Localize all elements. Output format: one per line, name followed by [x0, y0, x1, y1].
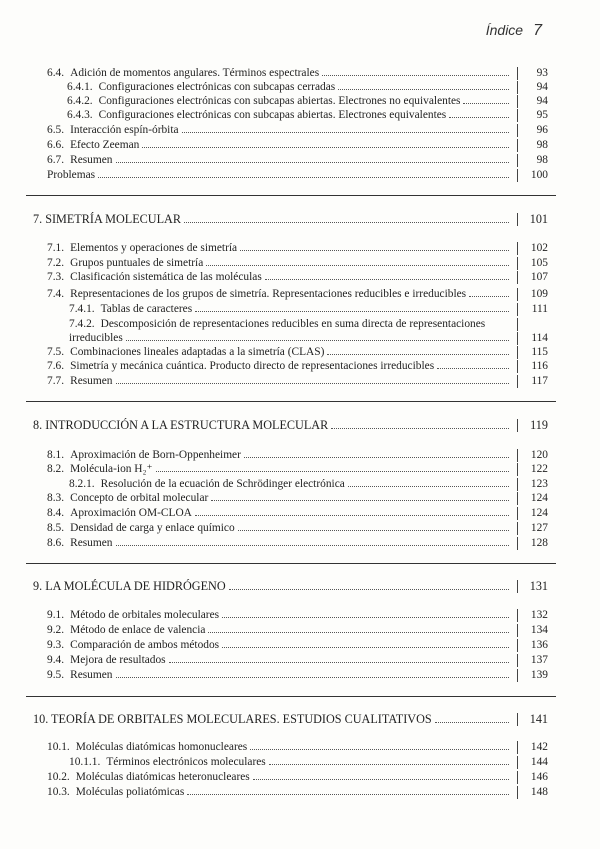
- section-number: 10.1.1.: [69, 756, 101, 768]
- toc-entry[interactable]: [47, 154, 548, 167]
- section-title: Efecto Zeeman: [70, 139, 140, 151]
- toc-entry[interactable]: [69, 756, 548, 769]
- section-number: 7.3.: [47, 271, 65, 283]
- page-number: 120: [517, 449, 548, 462]
- dot-leader: [229, 589, 509, 590]
- section-title: Problemas: [47, 169, 96, 181]
- section-number: 9.5.: [47, 669, 65, 681]
- page-number: 107: [517, 271, 548, 284]
- section-number: 7.5.: [47, 346, 65, 358]
- section-title: Comparación de ambos métodos: [70, 639, 220, 651]
- page-number: 131: [517, 580, 548, 593]
- section-title: Densidad de carga y enlace químico: [70, 522, 235, 534]
- dot-leader: [195, 311, 509, 312]
- toc-entry-body: [47, 463, 512, 476]
- chapter-heading[interactable]: [33, 419, 548, 432]
- dot-leader: [211, 500, 509, 501]
- section-title: Resumen: [70, 154, 113, 166]
- toc-entry[interactable]: [67, 81, 548, 94]
- page-number: 127: [517, 522, 548, 535]
- section-title: Resumen: [70, 537, 113, 549]
- section-title: Combinaciones lineales adaptadas a la simetría (CLAS): [70, 346, 325, 358]
- toc-entry[interactable]: [47, 507, 548, 520]
- toc-entry[interactable]: [47, 242, 548, 255]
- section-number: 8.3.: [47, 492, 65, 504]
- section-title: Moléculas diatómicas homonucleares: [75, 741, 248, 753]
- toc-entry-body: [47, 288, 512, 301]
- toc-entry[interactable]: [69, 318, 548, 331]
- toc-entry[interactable]: [47, 124, 548, 137]
- toc-entry[interactable]: [47, 67, 548, 80]
- dot-leader: [322, 75, 509, 76]
- page-number: 117: [517, 375, 548, 388]
- toc-entry-body: [47, 139, 512, 152]
- page-number: 116: [517, 360, 548, 373]
- toc-entry-body: [69, 478, 512, 491]
- toc-entry[interactable]: [47, 537, 548, 550]
- toc-entry-body: [47, 669, 512, 682]
- toc-entry[interactable]: [47, 271, 548, 284]
- toc-entry-body: [47, 375, 512, 388]
- toc-entry-body: [33, 213, 512, 226]
- section-title: Interacción espín-órbita: [70, 124, 179, 136]
- dot-leader: [449, 117, 509, 118]
- toc-entry[interactable]: [47, 169, 548, 182]
- page-number: 119: [517, 419, 548, 432]
- dot-leader: [195, 515, 509, 516]
- page-number: 102: [517, 242, 548, 255]
- toc-entry-body: [69, 318, 512, 331]
- toc-entry[interactable]: [47, 654, 548, 667]
- dot-leader: [238, 530, 509, 531]
- toc-entry-body: [47, 449, 512, 462]
- section-number: 6.6.: [47, 139, 65, 151]
- toc-entry-body: [33, 713, 512, 726]
- page-number: 98: [517, 154, 548, 167]
- dot-leader: [244, 457, 509, 458]
- section-number: 7.2.: [47, 257, 65, 269]
- page-number: 128: [517, 537, 548, 550]
- toc-entry-body: [47, 786, 512, 799]
- dot-leader: [253, 779, 509, 780]
- section-number: 9.1.: [47, 609, 65, 621]
- section-title: irreducibles: [69, 332, 123, 344]
- toc-entry[interactable]: [47, 257, 548, 270]
- toc-entry-body: [47, 257, 512, 270]
- dot-leader: [184, 222, 509, 223]
- chapter-heading[interactable]: [33, 580, 548, 593]
- section-title: Configuraciones electrónicas con subcapas abiertas. Electrones no equivalentes: [98, 95, 461, 107]
- dot-leader: [348, 486, 509, 487]
- section-number: 8.2.: [47, 463, 65, 475]
- page-number: 148: [517, 786, 548, 799]
- dot-leader: [116, 545, 510, 546]
- section-title: Aproximación OM-CLOA: [70, 507, 192, 519]
- dot-leader: [187, 794, 509, 795]
- section-title: Representaciones de los grupos de simetría. Representaciones reducibles e irreducibles: [70, 288, 467, 300]
- toc-entry[interactable]: [47, 669, 548, 682]
- page-number: 105: [517, 257, 548, 270]
- dot-leader: [265, 279, 509, 280]
- page-number: 96: [517, 124, 548, 137]
- toc-entry[interactable]: [47, 492, 548, 505]
- page-number: 124: [517, 507, 548, 520]
- section-title: Moléculas poliatómicas: [75, 786, 185, 798]
- toc-entry-body: [47, 609, 512, 622]
- section-divider: [26, 195, 556, 196]
- section-title: Resumen: [70, 375, 113, 387]
- section-title: Clasificación sistemática de las moléculas: [70, 271, 262, 283]
- dot-leader: [338, 89, 509, 90]
- chapter-title: 8. INTRODUCCIÓN A LA ESTRUCTURA MOLECULAR: [33, 418, 329, 432]
- toc-entry-body: [69, 303, 512, 316]
- page-number: 94: [517, 95, 548, 108]
- section-title: Elementos y operaciones de simetría: [70, 242, 238, 254]
- section-title: Resolución de la ecuación de Schrödinger electrónica: [100, 478, 345, 490]
- dot-leader: [169, 662, 509, 663]
- dot-leader: [435, 722, 509, 723]
- page-number: 146: [517, 771, 548, 784]
- section-number: 7.4.: [47, 288, 65, 300]
- toc-entry[interactable]: [47, 522, 548, 535]
- dot-leader: [331, 428, 509, 429]
- dot-leader: [98, 177, 509, 178]
- dot-leader: [156, 471, 509, 472]
- toc-entry[interactable]: [69, 332, 548, 345]
- toc-entry-body: [47, 242, 512, 255]
- chapter-heading[interactable]: [33, 213, 548, 226]
- section-divider: [26, 696, 556, 697]
- toc-entry-body: [69, 332, 512, 345]
- toc-entry-body: [47, 537, 512, 550]
- toc-entry-body: [67, 95, 512, 108]
- toc-entry-body: [47, 771, 512, 784]
- section-number: 7.7.: [47, 375, 65, 387]
- section-title: Método de orbitales moleculares: [70, 609, 220, 621]
- section-number: 9.3.: [47, 639, 65, 651]
- dot-leader: [116, 677, 510, 678]
- page-number: 124: [517, 492, 548, 505]
- section-title: Tablas de caracteres: [100, 303, 193, 315]
- section-title: Molécula-ion H₂⁺: [70, 463, 153, 475]
- dot-leader: [208, 632, 509, 633]
- section-number: 10.3.: [47, 786, 70, 798]
- dot-leader: [240, 250, 509, 251]
- section-title: Moléculas diatómicas heteronucleares: [75, 771, 250, 783]
- dot-leader: [250, 749, 509, 750]
- toc-entry[interactable]: [47, 139, 548, 152]
- toc-entry-body: [33, 580, 512, 593]
- section-title: Mejora de resultados: [70, 654, 166, 666]
- dot-leader: [142, 147, 509, 148]
- page-number: 144: [517, 756, 548, 769]
- page-number: 95: [517, 109, 548, 122]
- page-number: 98: [517, 139, 548, 152]
- toc-entry[interactable]: [67, 109, 548, 122]
- section-number: 8.6.: [47, 537, 65, 549]
- section-title: Descomposición de representaciones reducibles en suma directa de representaciones: [100, 318, 486, 330]
- dot-leader: [116, 162, 510, 163]
- toc-entry-body: [47, 124, 512, 137]
- toc-entry-body: [47, 507, 512, 520]
- section-title: Configuraciones electrónicas con subcapas cerradas: [98, 81, 336, 93]
- toc-entry-body: [47, 522, 512, 535]
- toc-entry[interactable]: [47, 375, 548, 388]
- section-number: 6.7.: [47, 154, 65, 166]
- header-page-number: 7: [533, 22, 542, 39]
- page-number: 100: [517, 169, 548, 182]
- section-number: 9.2.: [47, 624, 65, 636]
- page-number: [517, 318, 548, 331]
- section-title: Resumen: [70, 669, 113, 681]
- toc-entry-body: [47, 271, 512, 284]
- toc-entry[interactable]: [47, 449, 548, 462]
- section-number: 6.4.3.: [67, 109, 93, 121]
- chapter-heading[interactable]: [33, 713, 548, 726]
- page-number: 141: [517, 713, 548, 726]
- section-number: 7.1.: [47, 242, 65, 254]
- toc-entry[interactable]: [47, 463, 548, 476]
- toc-entry[interactable]: [47, 786, 548, 799]
- section-number: 6.4.: [47, 67, 65, 79]
- section-number: 6.4.1.: [67, 81, 93, 93]
- page-number: 136: [517, 639, 548, 652]
- section-title: Aproximación de Born-Oppenheimer: [70, 449, 241, 461]
- section-title: Simetría y mecánica cuántica. Producto directo de representaciones irreducibles: [70, 360, 435, 372]
- toc-entry[interactable]: [47, 741, 548, 754]
- toc-entry-body: [47, 346, 512, 359]
- toc-entry-body: [47, 624, 512, 637]
- section-number: 10.2.: [47, 771, 70, 783]
- toc-entry-body: [47, 169, 512, 182]
- toc-entry[interactable]: [47, 771, 548, 784]
- toc-entry[interactable]: [47, 609, 548, 622]
- dot-leader: [126, 340, 509, 341]
- dot-leader: [116, 383, 510, 384]
- section-number: 7.6.: [47, 360, 65, 372]
- toc-entry[interactable]: [47, 639, 548, 652]
- dot-leader: [222, 617, 509, 618]
- dot-leader: [222, 647, 509, 648]
- toc-entry[interactable]: [69, 478, 548, 491]
- chapter-title: 10. TEORÍA DE ORBITALES MOLECULARES. ESTUDIOS CUALITATIVOS: [33, 712, 432, 726]
- dot-leader: [327, 354, 509, 355]
- chapter-title: 9. LA MOLÉCULA DE HIDRÓGENO: [33, 579, 226, 593]
- section-number: 6.4.2.: [67, 95, 93, 107]
- section-number: 8.1.: [47, 449, 65, 461]
- toc-entry-body: [47, 654, 512, 667]
- section-divider: [26, 563, 556, 564]
- page-number: 139: [517, 669, 548, 682]
- section-number: 9.4.: [47, 654, 65, 666]
- page-number: 111: [517, 303, 548, 316]
- page-number: 134: [517, 624, 548, 637]
- page-number: 132: [517, 609, 548, 622]
- toc-entry-body: [67, 109, 512, 122]
- header-title: Índice: [485, 22, 524, 38]
- section-title: Adición de momentos angulares. Términos espectrales: [70, 67, 320, 79]
- section-number: 8.2.1.: [69, 478, 95, 490]
- dot-leader: [463, 103, 509, 104]
- page-number: 94: [517, 81, 548, 94]
- toc-entry-body: [47, 492, 512, 505]
- section-number: 7.4.1.: [69, 303, 95, 315]
- section-title: Grupos puntuales de simetría: [70, 257, 204, 269]
- toc-entry[interactable]: [47, 346, 548, 359]
- toc-entry[interactable]: [69, 303, 548, 316]
- page-number: 123: [517, 478, 548, 491]
- toc-entry[interactable]: [47, 288, 548, 301]
- dot-leader: [182, 132, 509, 133]
- page-number: 142: [517, 741, 548, 754]
- dot-leader: [469, 296, 509, 297]
- page-number: 137: [517, 654, 548, 667]
- section-title: Concepto de orbital molecular: [70, 492, 209, 504]
- section-title: Configuraciones electrónicas con subcapas abiertas. Electrones equivalentes: [98, 109, 447, 121]
- section-number: 8.4.: [47, 507, 65, 519]
- page-number: 115: [517, 346, 548, 359]
- toc-entry-body: [33, 419, 512, 432]
- toc-entry[interactable]: [67, 95, 548, 108]
- section-title: Términos electrónicos moleculares: [106, 756, 266, 768]
- running-header: [486, 22, 542, 40]
- page-number: 122: [517, 463, 548, 476]
- toc-entry-body: [67, 81, 512, 94]
- section-title: Método de enlace de valencia: [70, 624, 206, 636]
- page-number: 93: [517, 67, 548, 80]
- toc-entry-body: [47, 360, 512, 373]
- section-number: 6.5.: [47, 124, 65, 136]
- page-number: 101: [517, 213, 548, 226]
- toc-entry-body: [47, 154, 512, 167]
- toc-entry-body: [47, 67, 512, 80]
- section-number: 8.5.: [47, 522, 65, 534]
- section-number: 7.4.2.: [69, 318, 95, 330]
- dot-leader: [437, 368, 509, 369]
- toc-entry[interactable]: [47, 360, 548, 373]
- page-number: 114: [517, 332, 548, 345]
- toc-entry-body: [47, 639, 512, 652]
- chapter-title: 7. SIMETRÍA MOLECULAR: [33, 212, 181, 226]
- dot-leader: [206, 265, 509, 266]
- toc-entry-body: [47, 741, 512, 754]
- toc-entry-body: [69, 756, 512, 769]
- dot-leader: [269, 764, 509, 765]
- page-number: 109: [517, 288, 548, 301]
- section-divider: [26, 401, 556, 402]
- toc-entry[interactable]: [47, 624, 548, 637]
- section-number: 10.1.: [47, 741, 70, 753]
